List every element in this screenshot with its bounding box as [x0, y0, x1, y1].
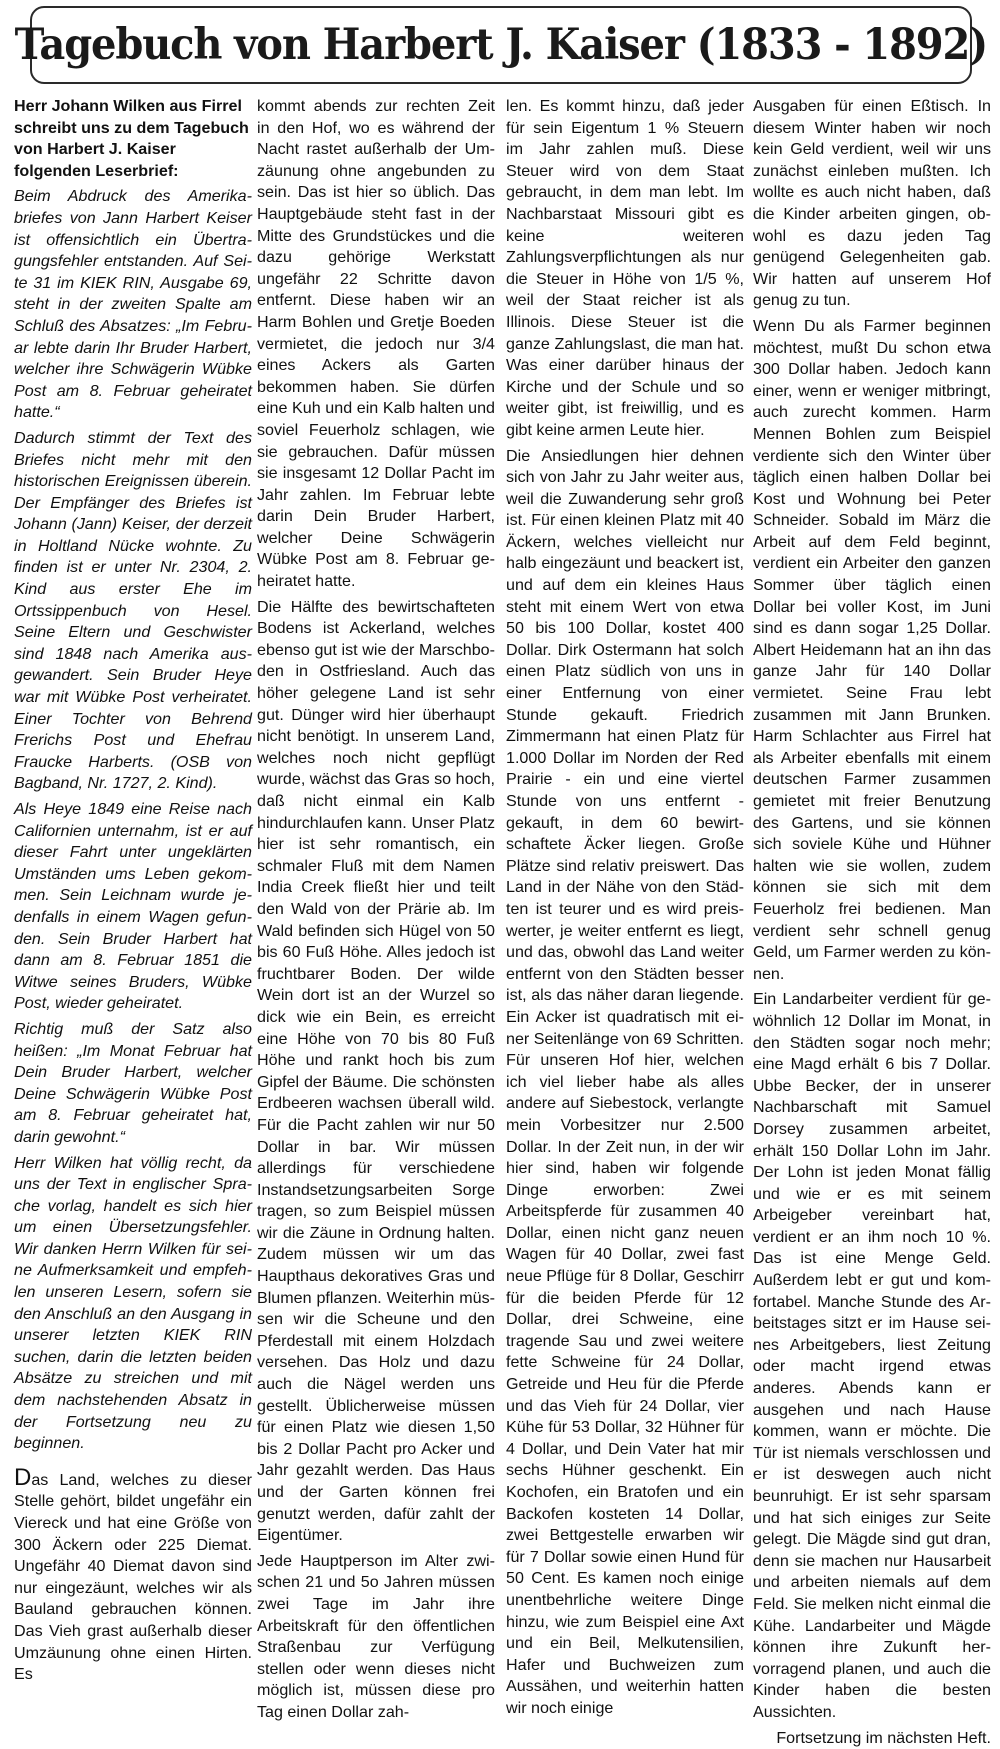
- letter-paragraph: Dadurch stimmt der Text des Briefes nicht mehr mit den historischen Ereignissen überein. Der Empfänger des Briefes ist Johann (Jann) Keiser, der derzeit in Holtland Nücke wohnte. Zu finden ist er unter Nr. 2304, 2. Kind aus erster Ehe im Ortssippenbuch von Hesel. Seine Eltern und Geschwister sind 1848 nach Amerika ausgewandert. Sein Bruder Heye war mit Wübke Post verheiratet. Einer Tochter von Behrend Frerichs Post und Ehefrau Fraucke Harberts. (OSB von Bagband, Nr. 1727, 2. Kind).: [14, 428, 252, 793]
- column-1: [14, 96, 252, 1684]
- letter-paragraph: Beim Abdruck des Amerikabriefes von Jann Harbert Keiser ist offensichtlich ein Übertragungsfehler entstanden. Auf Seite 31 im KIEK RIN, Ausgabe 69, steht in der zweiten Spalte am Schluß des Absatzes: „Im Februar lebte darin Ihr Bruder Harbert, welcher ihre Schwägerin Wübke Post am 8. Februar geheiratet hatte.“: [14, 187, 252, 422]
- letter-paragraph: Als Heye 1849 eine Reise nach Californien unternahm, ist er auf dieser Fahrt unter ungeklärten Umständen ums Leben gekommen. Sein Leichnam wurde jedenfalls in einem Wagen gefunden. Sein Bruder Harbert hat dann am 8. Februar 1851 die Witwe seines Bruders, Wübke Post, wieder geheiratet.: [14, 800, 252, 1013]
- letter-paragraph: Herr Wilken hat völlig recht, da uns der Text in englischer Sprache vorlag, handelt es sich hier um einen Übersetzungsfehler. Wir danken Herrn Wilken für seine Aufmerksamkeit und empfehlen unseren Lesern, sofern sie den Anschluß an den Ausgang in unserer letzten KIEK RIN suchen, darin die letzten beiden Absätze zu streichen und mit dem nachstehenden Absatz in der Fortsetzung neu zu beginnen.: [14, 1153, 252, 1453]
- drop-cap: D: [14, 1463, 32, 1491]
- diary-paragraph: Die Ansiedlungen hier dehnen sich von Jahr zu Jahr weiter aus, weil die Zuwanderung sehr groß ist. Für einen kleinen Platz mit 40 Äckern, welches vielleicht nur halb eingezäunt und beackert ist, und auf dem ein kleines Haus steht mit einem Wert von etwa 50 bis 100 Dollar, kostet 400 Dollar. Dirk Ostermann hat solch einen Platz südlich von uns in einer Entfernung von einer Stunde gekauft. Friedrich Zimmermann hat einen Platz für 1.000 Dollar im Norden der Red Prairie - ein und eine viertel Stunde von uns entfernt - gekauft, in dem 60 bewirtschaftete Äcker liegen. Große Plätze sind relativ preiswert. Das Land in der Nähe von den Städten ist teurer und es wird preiswerter, je weiter entfernt es liegt, und das, obwohl das Land weiter entfernt von den Städten besser ist, als das näher daran liegende. Ein Acker ist quadratisch mit einer Seitenlänge von 69 Schritten. Für unseren Hof hier, welchen ich viel lieber habe als alles andere auf Siebestock, verlangte mein Vorbesitzer nur 2.500 Dollar. In der Zeit nun, in der wir hier sind, haben wir folgende Dinge erworben: Zwei Arbeitspferde für zusammen 40 Dollar, einen nicht ganz neuen Wagen für 40 Dollar, zwei fast neue Pflüge für 8 Dollar, Geschirr für die beiden Pferde für 12 Dollar, drei Schweine, eine tragende Sau und zwei weitere fette Schweine für 24 Dollar, Getreide und Heu für die Pferde und das Vieh für 24 Dollar, vier Kühe für 53 Dollar, 32 Hühner für 4 Dollar, und Dein Vater hat mir sechs Hühner geschenkt. Ein Kochofen, ein Bratofen und ein Backofen kosteten 14 Dollar, zwei Bettgestelle erwarben wir für 7 Dollar sowie einen Hund für 50 Cent. Es kamen noch einige unentbehrliche weitere Dinge hinzu, wie zum Beispiel eine Axt und ein Beil, Melkutensilien, Hafer und Buchweizen zum Aussähen, und weiterhin hatten wir noch einige: [506, 446, 744, 1717]
- column-3: [506, 96, 744, 1717]
- continuation-note: Fortsetzung im nächsten Heft.: [776, 1728, 991, 1747]
- reader-letter-intro: Herr Johann Wilken aus Firrel schreibt uns zu dem Tagebuch von Harbert J. Kaiser folgenden Leserbrief:: [14, 97, 249, 180]
- diary-paragraph: Jede Hauptperson im Alter zwischen 21 und 5o Jahren müssen zwei Tage im Jahr ihre Arbeitskraft für den öffentlichen Straßenbau zur Verfügung stellen oder wenn dieses nicht möglich ist, müssen diese pro Tag einen Dollar zah-: [257, 1551, 495, 1721]
- letter-paragraph: Richtig muß der Satz also heißen: „Im Monat Februar hat Dein Bruder Harbert, welcher Deine Schwägerin Wübke Post am 8. Februar geheiratet hat, darin gewohnt.“: [14, 1019, 252, 1146]
- column-2: [257, 96, 495, 1721]
- column-4: [753, 96, 991, 1747]
- page-title: Tagebuch von Harbert J. Kaiser (1833 - 1892): [14, 20, 988, 70]
- diary-paragraph: Die Hälfte des bewirtschafteten Bodens ist Ackerland, welches ebenso gut ist wie der Marschboden in Ostfriesland. Auch das höher gelegene Land ist sehr gut. Dünger wird hier überhaupt nicht benötigt. In unserem Land, welches noch nicht gepflügt wurde, wächst das Gras so hoch, daß nicht einmal ein Kalb hindurchlaufen kann. Unser Platz hier ist sehr romantisch, ein schmaler Fluß mit dem Namen India Creek fließt hier und teilt den Wald von der Prärie ab. Im Wald befinden sich Hügel von 50 bis 60 Fuß Höhe. Alles jedoch ist fruchtbarer Boden. Der wilde Wein dort ist an der Wurzel so dick wie ein Bein, es erreicht eine Höhe von 70 bis 80 Fuß Höhe und rankt hoch bis zum Gipfel der Bäume. Die schönsten Erdbeeren wachsen überall wild. Für die Pacht zahlen wir nur 50 Dollar in bar. Wir müssen allerdings für verschiedene Instandsetzungsarbeiten Sorge tragen, so zum Beispiel müssen wir die Zäune in Ordnung halten. Zudem müssen wir um das Haupthaus dekoratives Gras und Blumen pflanzen. Weiterhin müssen wir die Scheune und den Pferdestall mit einem Holzdach versehen. Das Holz und dazu auch die Nägel werden uns gestellt. Üblicherweise müssen für einen Platz wie diesen 1,50 bis 2 Dollar Pacht pro Acker und Jahr gezahlt werden. Das Haus und der Garten können frei genutzt werden, dafür zahlt der Eigentümer.: [257, 597, 495, 1545]
- diary-text: as Land, welches zu dieser Stelle gehört, bildet ungefähr ein Viereck und hat eine Größe von 300 Äckern oder 225 Diemat. Ungefähr 40 Diemat davon sind nur eingezäunt, welches wir als Bauland gebrauchen können. Das Vieh grast außerhalb dieser Umzäunung ohne einen Hirten. Es: [14, 1470, 252, 1684]
- diary-paragraph: [14, 1463, 252, 1686]
- diary-paragraph: Ein Landarbeiter verdient für gewöhnlich 12 Dollar im Monat, in den Städten sogar noch mehr; eine Magd erhält 6 bis 7 Dollar. Ubbe Becker, der in unserer Nachbarschaft mit Samuel Dorsey zusammen arbeitet, erhält 150 Dollar Lohn im Jahr. Der Lohn ist jeden Monat fällig und wie er es mit seinem Arbeigeber vereinbart hat, verdient er an ihm noch 10 %. Das ist eine Menge Geld. Außerdem lebt er gut und komfortabel. Manche Stunde des Arbeitstages sitzt er im Hause seines Arbeitgebers, liest Zeitung oder macht irgend etwas anderes. Abends kann er ausgehen und nach Hause kommen, wann er möchte. Die Tür ist niemals verschlossen und er ist deswegen auch nicht beunruhigt. Er ist sehr sparsam und hat sich einiges zur Seite gelegt. Die Mägde sind gut dran, denn sie machen nur Hausarbeit und arbeiten niemals auf dem Feld. Sie melken nicht einmal die Kühe. Landarbeiter und Mägde können ihre Zukunft hervorragend planen, und auch die Kinder haben die besten Aussichten.: [753, 990, 991, 1721]
- diary-paragraph: Wenn Du als Farmer beginnen möchtest, mußt Du schon etwa 300 Dollar haben. Jedoch kann einer, wenn er weniger mitbringt, auch zurecht kommen. Harm Mennen Bohlen zum Beispiel verdiente sich den Winter über täglich einen halben Dollar bei Kost und Wohnung bei Peter Schneider. Sobald im März die Arbeit auf dem Feld beginnt, verdient ein Arbeiter den ganzen Sommer über täglich einen Dollar bei voller Kost, im Juni sind es dann sogar 1,25 Dollar. Albert Heidemann hat an ihn das ganze Jahr für 140 Dollar vermietet. Seine Frau lebt zusammen mit Jann Brunken. Harm Schlachter aus Firrel hat als Arbeiter ebenfalls mit einem deutschen Farmer zusammen gemietet mit freier Benutzung des Gartens, und sie können sich soviele Kühe und Hühner halten wie sie wollen, zudem können sie sich mit dem Feuerholz frei bedienen. Man verdient sehr schnell genug Geld, um Farmer werden zu können.: [753, 316, 991, 983]
- diary-paragraph: len. Es kommt hinzu, daß jeder für sein Eigentum 1 % Steuern im Jahr zahlen muß. Diese Steuer wird von dem Staat gebraucht, in dem man lebt. Im Nachbarstaat Missouri gibt es keine weiteren Zahlungsverpflichtungen als nur die Steuer in Höhe von 1/5 %, weil der Staat reicher ist als Illinois. Diese Steuer ist die ganze Zahlungslast, die man hat. Was einer darüber hinaus der Kirche und der Schule und so weiter gibt, ist freiwillig, und es gibt keine armen Leute hier.: [506, 97, 744, 439]
- title-banner: [14, 6, 988, 84]
- diary-paragraph: Ausgaben für einen Eßtisch. In diesem Winter haben wir noch kein Geld verdient, weil wir uns zunächst einleben mußten. Ich wollte es auch nicht haben, daß die Kinder arbeiten gingen, obwohl es dazu jeden Tag genügend Gelegenheiten gab. Wir hatten auf unserem Hof genug zu tun.: [753, 97, 991, 310]
- diary-paragraph: kommt abends zur rechten Zeit in den Hof, wo es während der Nacht rastet außerhalb der Umzäunung ohne angebunden zu sein. Das ist hier so üblich. Das Hauptgebäude steht fast in der Mitte des Grundstückes und die dazu gehörige Werkstatt ungefähr 22 Schritte davon entfernt. Diese haben wir an Harm Bohlen und Gretje Boeden vermietet, die jedoch nur 3/4 eines Ackers als Garten bekommen haben. Sie dürfen eine Kuh und ein Kalb halten und soviel Feuerholz schlagen, wie sie gebrauchen. Dafür müssen sie insgesamt 12 Dollar Pacht im Jahr zahlen. Im Februar lebte darin Dein Bruder Harbert, welcher Deine Schwägerin Wübke Post am 8. Februar geheiratet hatte.: [257, 97, 495, 591]
